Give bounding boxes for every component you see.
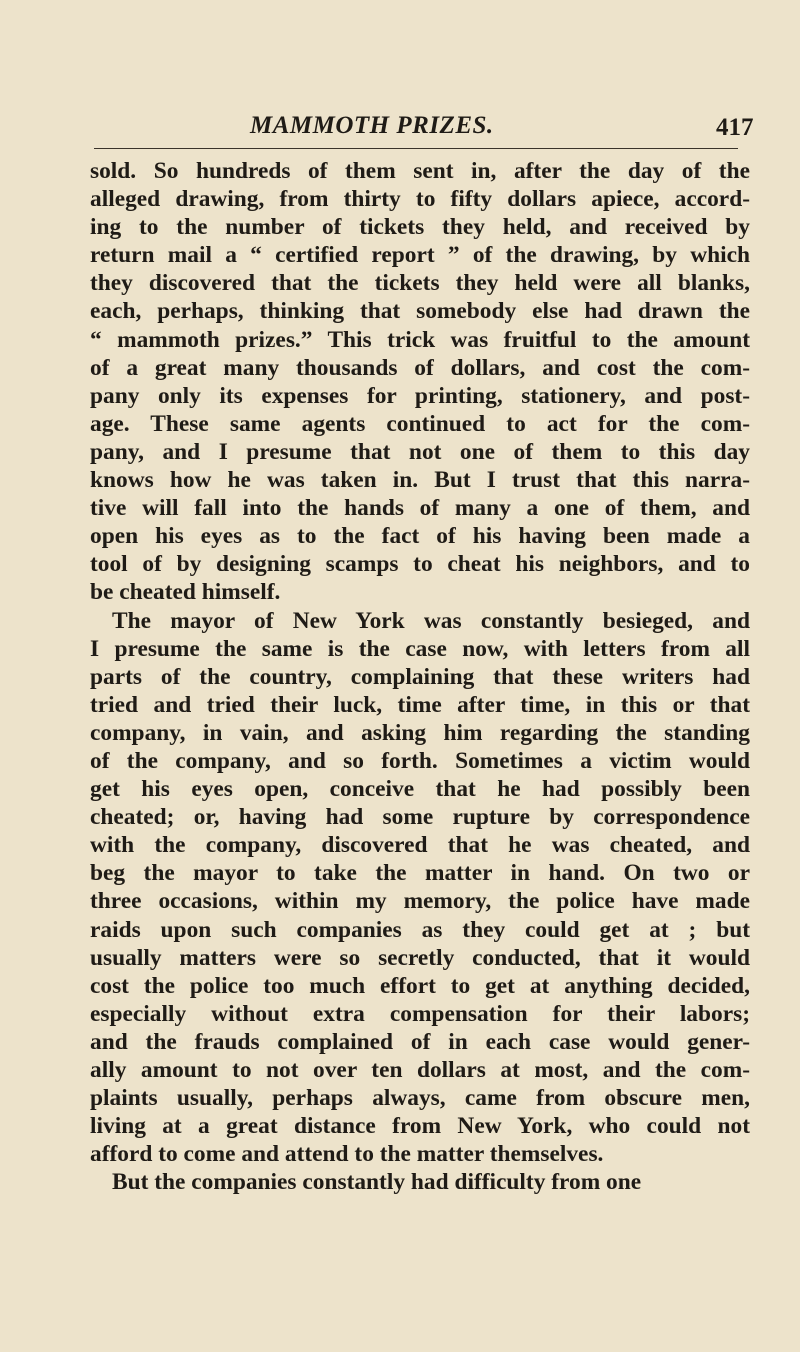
text-line: and the frauds complained of in each case would gener- [90,1028,750,1055]
text-line: The mayor of New York was constantly besieged, and [112,607,750,634]
text-line: each, perhaps, thinking that somebody else had drawn the [90,298,750,325]
text-line: cost the police too much effort to get at anything decided, [90,972,750,999]
body-text [90,157,750,1196]
text-line: return mail a “ certified report ” of the drawing, by which [90,242,750,269]
text-line: age. These same agents continued to act for the com- [90,410,750,437]
text-line: they discovered that the tickets they held were all blanks, [90,270,750,297]
text-line: cheated; or, having had some rupture by correspondence [90,804,750,831]
text-line: tried and tried their luck, time after time, in this or that [90,691,750,718]
text-line: tool of by designing scamps to cheat his neighbors, and to [90,551,750,578]
text-line: of a great many thousands of dollars, and cost the com- [90,354,750,381]
text-line: usually matters were so secretly conducted, that it would [90,944,750,971]
text-line: “ mammoth prizes.” This trick was fruitful to the amount [90,326,750,353]
text-line: sold. So hundreds of them sent in, after the day of the [90,158,750,184]
text-line: pany only its expenses for printing, stationery, and post- [90,382,750,409]
text-line: pany, and I presume that not one of them to this day [90,438,750,465]
text-line: I presume the same is the case now, with letters from all [90,635,750,662]
text-line: But the companies constantly had difficulty from one [112,1169,642,1196]
header-rule [94,148,738,149]
text-line: beg the mayor to take the matter in hand. On two or [90,860,750,887]
text-line: tive will fall into the hands of many a one of them, and [90,495,750,522]
text-line: afford to come and attend to the matter themselves. [90,1141,604,1168]
text-line: be cheated himself. [90,579,281,606]
text-line: company, in vain, and asking him regarding the standing [90,719,750,746]
text-line: open his eyes as to the fact of his having been made a [90,523,750,550]
text-line: of the company, and so forth. Sometimes a victim would [90,747,750,774]
text-line: three occasions, within my memory, the police have made [90,888,750,915]
text-line: living at a great distance from New York, who could not [90,1113,750,1140]
text-line: plaints usually, perhaps always, came from obscure men, [90,1085,750,1112]
page-number: 417 [716,114,754,141]
running-head [0,112,800,152]
text-line: especially without extra compensation for their labors; [90,1000,750,1027]
text-line: ing to the number of tickets they held, and received by [90,214,750,241]
text-line: raids upon such companies as they could get at ; but [90,916,750,943]
text-line: knows how he was taken in. But I trust that this narra- [90,467,750,494]
running-title: MAMMOTH PRIZES. [250,112,494,139]
text-line: ally amount to not over ten dollars at most, and the com- [90,1057,750,1083]
text-line: parts of the country, complaining that these writers had [90,663,750,690]
text-line: alleged drawing, from thirty to fifty dollars apiece, accord- [90,186,750,213]
text-line: with the company, discovered that he was cheated, and [90,832,750,859]
text-line: get his eyes open, conceive that he had possibly been [90,776,750,803]
